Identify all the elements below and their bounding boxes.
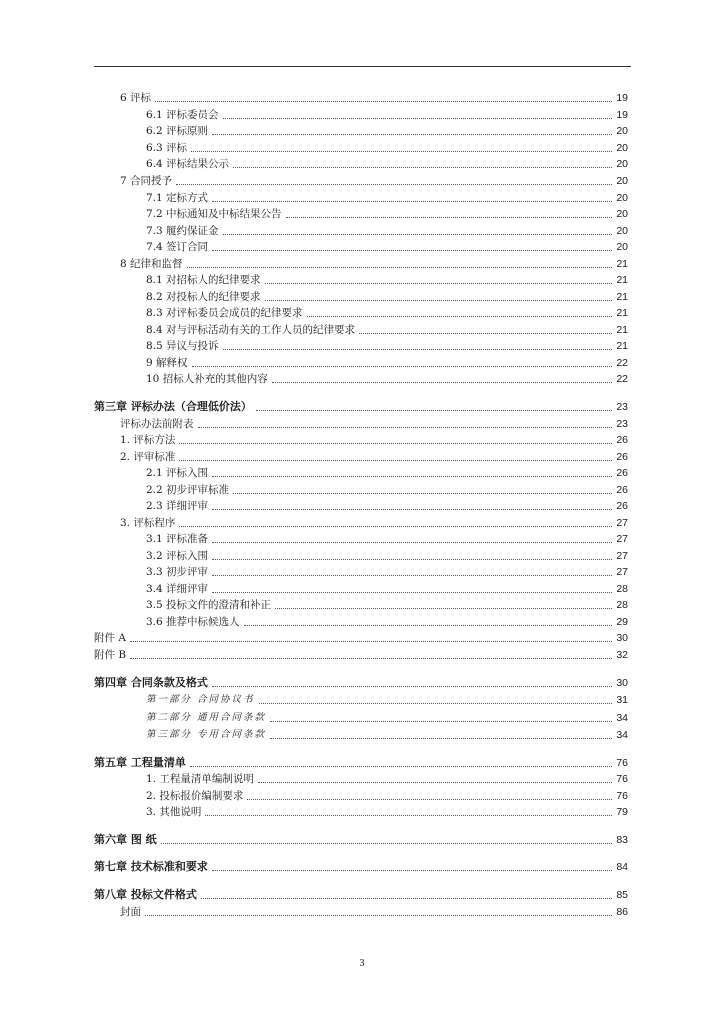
dot-leader	[176, 184, 612, 185]
dot-leader	[212, 542, 612, 543]
toc-chapter-entry[interactable]	[94, 674, 628, 690]
toc-entry[interactable]	[146, 691, 628, 707]
toc-entry-page: 19	[616, 109, 628, 121]
toc-entry-page: 21	[616, 291, 628, 303]
toc-entry[interactable]	[146, 530, 628, 546]
toc-entry-label: 2.3 详细评审	[146, 500, 209, 512]
dot-leader	[223, 234, 613, 235]
toc-entry[interactable]	[146, 139, 628, 155]
toc-entry-label: 3. 其他说明	[146, 806, 202, 818]
toc-entry-page: 31	[616, 694, 628, 706]
toc-entry-page: 27	[616, 517, 628, 529]
toc-entry-page: 23	[616, 401, 628, 413]
toc-entry[interactable]	[120, 903, 628, 919]
dot-leader	[198, 427, 613, 428]
dot-leader	[275, 608, 612, 609]
toc-entry-label: 8.3 对评标委员会成员的纪律要求	[146, 307, 303, 319]
toc-entry-page: 21	[616, 324, 628, 336]
toc-entry[interactable]	[146, 189, 628, 205]
toc-entry[interactable]	[146, 337, 628, 353]
toc-entry-label: 7.1 定标方式	[146, 192, 209, 204]
dot-leader	[201, 898, 612, 899]
toc-entry[interactable]	[120, 89, 628, 105]
toc-entry[interactable]	[120, 431, 628, 447]
toc-entry-label: 2. 评审标准	[120, 451, 176, 463]
toc-entry[interactable]	[120, 415, 628, 431]
dot-leader	[161, 843, 613, 844]
toc-entry-page: 32	[616, 649, 628, 661]
dot-leader	[256, 410, 612, 411]
toc-entry[interactable]	[146, 580, 628, 596]
toc-entry[interactable]	[146, 106, 628, 122]
dot-leader	[212, 476, 612, 477]
toc-entry-page: 30	[616, 632, 628, 644]
toc-entry[interactable]	[146, 596, 628, 612]
toc-entry-label: 评标办法前附表	[120, 418, 194, 430]
toc-entry[interactable]	[146, 787, 628, 803]
toc-entry-page: 20	[616, 142, 628, 154]
toc-entry[interactable]	[146, 304, 628, 320]
toc-entry[interactable]	[120, 448, 628, 464]
toc-entry[interactable]	[146, 122, 628, 138]
toc-chapter-entry[interactable]	[94, 754, 628, 770]
toc-entry-page: 21	[616, 274, 628, 286]
dot-leader	[205, 815, 612, 816]
toc-entry-page: 76	[616, 773, 628, 785]
dot-leader	[258, 782, 612, 783]
toc-entry-page: 20	[616, 225, 628, 237]
dot-leader	[179, 526, 612, 527]
toc-entry-label: 3.2 评标入围	[146, 550, 209, 562]
toc-entry-page: 22	[616, 357, 628, 369]
toc-entry-label: 8 纪律和监督	[120, 258, 183, 270]
toc-entry-page: 26	[616, 500, 628, 512]
dot-leader	[192, 366, 613, 367]
toc-entry-label: 8.2 对投标人的纪律要求	[146, 291, 261, 303]
dot-leader	[179, 443, 612, 444]
toc-entry-page: 28	[616, 583, 628, 595]
toc-entry-label: 3.6 推荐中标候选人	[146, 616, 240, 628]
toc-entry[interactable]	[120, 514, 628, 530]
toc-entry[interactable]	[94, 646, 628, 662]
toc-entry-label: 2.2 初步评审标准	[146, 484, 230, 496]
toc-entry-label: 6.3 评标	[146, 142, 188, 154]
dot-leader	[359, 333, 612, 334]
dot-leader	[247, 799, 612, 800]
dot-leader	[265, 300, 613, 301]
toc-entry[interactable]	[146, 271, 628, 287]
toc-entry-page: 26	[616, 484, 628, 496]
toc-entry-label: 第三章 评标办法（合理低价法）	[94, 400, 252, 413]
toc-entry-label: 7 合同授予	[120, 175, 173, 187]
dot-leader	[130, 658, 612, 659]
toc-entry-page: 21	[616, 307, 628, 319]
toc-chapter-entry[interactable]	[94, 398, 628, 414]
toc-entry-label: 6 评标	[120, 92, 152, 104]
dot-leader	[212, 686, 612, 687]
toc-entry[interactable]	[146, 238, 628, 254]
toc-entry-page: 21	[616, 258, 628, 270]
toc-entry-page: 83	[616, 834, 628, 846]
toc-entry-label: 9 解释权	[146, 357, 188, 369]
toc-entry-label: 2.1 评标入围	[146, 467, 209, 479]
toc-entry[interactable]	[146, 481, 628, 497]
toc-entry-page: 76	[616, 757, 628, 769]
toc-entry[interactable]	[146, 205, 628, 221]
toc-entry-page: 76	[616, 790, 628, 802]
toc-entry-page: 28	[616, 599, 628, 611]
toc-entry-label: 3.3 初步评审	[146, 566, 209, 578]
toc-entry-label: 3.4 详细评审	[146, 583, 209, 595]
toc-entry[interactable]	[146, 497, 628, 513]
dot-leader	[187, 267, 613, 268]
toc-entry-label: 附件 A	[94, 632, 126, 644]
toc-entry-page: 30	[616, 677, 628, 689]
toc-entry-page: 79	[616, 806, 628, 818]
dot-leader	[191, 151, 612, 152]
toc-entry[interactable]	[120, 255, 628, 271]
toc-entry[interactable]	[146, 354, 628, 370]
toc-entry-page: 84	[616, 861, 628, 873]
toc-entry[interactable]	[94, 629, 628, 645]
dot-leader	[272, 382, 613, 383]
toc-entry-page: 23	[616, 418, 628, 430]
dot-leader	[190, 766, 612, 767]
dot-leader	[233, 167, 612, 168]
toc-entry-label: 第八章 投标文件格式	[94, 888, 197, 901]
toc-entry-page: 20	[616, 125, 628, 137]
toc-entry-label: 第四章 合同条款及格式	[94, 676, 208, 689]
toc-entry-page: 27	[616, 550, 628, 562]
toc-entry-label: 3. 评标程序	[120, 517, 176, 529]
toc-entry-label: 封面	[120, 906, 141, 918]
dot-leader	[223, 118, 613, 119]
toc-entry-label: 6.1 评标委员会	[146, 109, 219, 121]
toc-entry-label: 3.1 评标准备	[146, 533, 209, 545]
toc-entry-page: 20	[616, 241, 628, 253]
toc-entry[interactable]	[146, 155, 628, 171]
toc-entry[interactable]	[146, 770, 628, 786]
toc-entry-label: 1. 工程量清单编制说明	[146, 773, 254, 785]
toc-entry-page: 20	[616, 208, 628, 220]
dot-leader	[307, 316, 613, 317]
dot-leader	[270, 738, 612, 739]
toc-entry-label: 第一部分 合同协议书	[146, 694, 255, 705]
dot-leader	[212, 134, 612, 135]
header-rule	[94, 66, 631, 67]
toc-entry-label: 8.5 异议与投诉	[146, 340, 219, 352]
dot-leader	[179, 460, 612, 461]
toc-entry-label: 6.4 评标结果公示	[146, 158, 230, 170]
toc-entry-page: 20	[616, 158, 628, 170]
toc-entry-label: 第六章 图 纸	[94, 833, 157, 846]
toc-entry[interactable]	[146, 464, 628, 480]
toc-entry[interactable]	[120, 172, 628, 188]
dot-leader	[286, 217, 613, 218]
dot-leader	[265, 283, 613, 284]
dot-leader	[233, 493, 612, 494]
toc-entry[interactable]	[146, 563, 628, 579]
toc-entry-page: 26	[616, 451, 628, 463]
dot-leader	[270, 721, 612, 722]
toc-entry-page: 85	[616, 889, 628, 901]
toc-entry-page: 19	[616, 92, 628, 104]
dot-leader	[223, 349, 613, 350]
dot-leader	[212, 559, 612, 560]
toc-entry-page: 27	[616, 566, 628, 578]
toc-entry[interactable]	[146, 726, 628, 742]
dot-leader	[155, 101, 612, 102]
toc-entry-label: 2. 投标报价编制要求	[146, 790, 244, 802]
dot-leader	[244, 625, 613, 626]
toc-chapter-entry[interactable]	[94, 886, 628, 902]
toc-entry-page: 27	[616, 533, 628, 545]
toc-entry-page: 29	[616, 616, 628, 628]
dot-leader	[145, 915, 612, 916]
toc-entry-page: 21	[616, 340, 628, 352]
toc-entry-label: 附件 B	[94, 649, 127, 661]
toc-entry-page: 34	[616, 712, 628, 724]
page-number: 3	[359, 958, 365, 969]
toc-entry-page: 20	[616, 192, 628, 204]
toc-entry-page: 20	[616, 175, 628, 187]
toc-entry-label: 8.1 对招标人的纪律要求	[146, 274, 261, 286]
toc-entry-label: 3.5 投标文件的澄清和补正	[146, 599, 272, 611]
dot-leader	[212, 575, 612, 576]
toc-entry[interactable]	[146, 288, 628, 304]
toc-entry-page: 26	[616, 434, 628, 446]
toc-entry-label: 第七章 技术标准和要求	[94, 860, 208, 873]
toc-entry-page: 86	[616, 906, 628, 918]
toc-entry-page: 34	[616, 729, 628, 741]
toc-entry-page: 22	[616, 373, 628, 385]
toc-entry-label: 1. 评标方法	[120, 434, 176, 446]
toc-entry-label: 7.4 签订合同	[146, 241, 209, 253]
dot-leader	[212, 201, 612, 202]
toc-entry-label: 7.2 中标通知及中标结果公告	[146, 208, 282, 220]
toc-entry[interactable]	[146, 709, 628, 725]
dot-leader	[130, 641, 612, 642]
toc-entry-label: 第五章 工程量清单	[94, 756, 186, 769]
dot-leader	[212, 509, 612, 510]
toc-entry-label: 第二部分 通用合同条款	[146, 712, 267, 723]
toc-entry[interactable]	[146, 547, 628, 563]
toc-entry-label: 第三部分 专用合同条款	[146, 729, 267, 740]
dot-leader	[212, 870, 612, 871]
toc-entry-label: 10 招标人补充的其他内容	[146, 373, 268, 385]
toc-entry[interactable]	[146, 321, 628, 337]
toc-entry-page: 26	[616, 467, 628, 479]
toc-entry[interactable]	[146, 803, 628, 819]
toc-chapter-entry[interactable]	[94, 831, 628, 847]
toc-entry-label: 6.2 评标原则	[146, 125, 209, 137]
toc-entry[interactable]	[146, 613, 628, 629]
toc-entry[interactable]	[146, 222, 628, 238]
dot-leader	[212, 592, 612, 593]
dot-leader	[212, 250, 612, 251]
toc-chapter-entry[interactable]	[94, 858, 628, 874]
toc-entry-label: 8.4 对与评标活动有关的工作人员的纪律要求	[146, 324, 356, 336]
toc-entry-label: 7.3 履约保证金	[146, 225, 219, 237]
toc-entry[interactable]	[146, 370, 628, 386]
dot-leader	[259, 703, 613, 704]
